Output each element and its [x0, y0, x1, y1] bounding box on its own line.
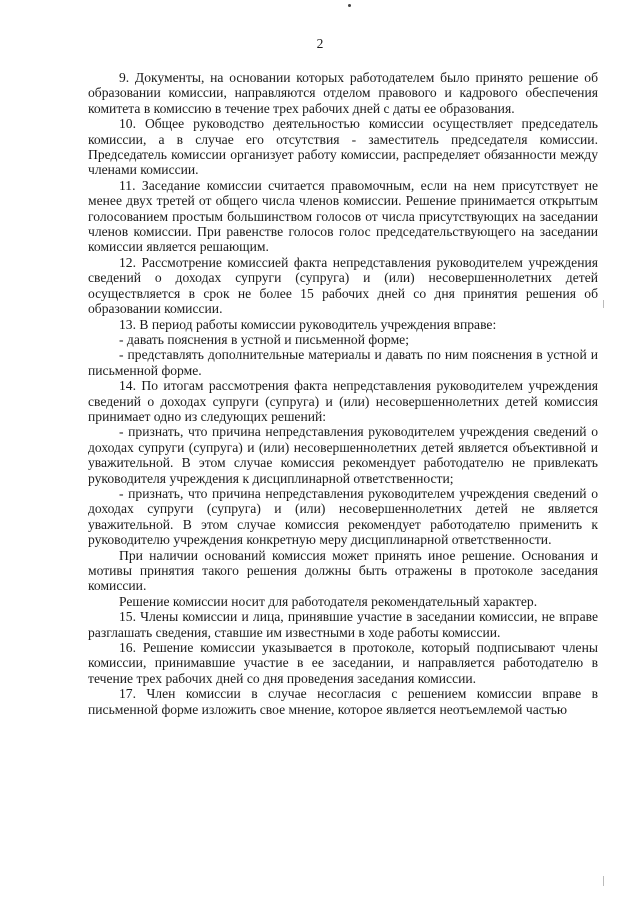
scan-edge-mark [603, 876, 604, 886]
list-item-14-2: - признать, что причина непредставления руководителем учреждения сведений о доходах супруги (супруга) и (или) несовершеннолетних детей не является уважительной. В этом случае комиссия рекомендует работодателю применить к руководителю учреждения конкретную меру дисциплинарной ответственности. [88, 485, 598, 548]
paragraph-13: 13. В период работы комиссии руководитель учреждения вправе: [119, 316, 497, 332]
list-item-13-1: - давать пояснения в устной и письменной форме; [119, 331, 409, 347]
paragraph-14-advisory: Решение комиссии носит для работодателя рекомендательный характер. [119, 593, 538, 609]
paragraph-16: 16. Решение комиссии указывается в протоколе, который подписывают члены комиссии, принимавшие участие в ее заседании, и направляется работодателю в течение трех рабочих дней со дня проведения заседания комиссии. [88, 640, 598, 686]
scan-speck [348, 4, 351, 7]
paragraph-9: 9. Документы, на основании которых работодателем было принято решение об образовании комиссии, направляются отделом правового и кадрового обеспечения комитета в комиссию в течение трех рабочих дней с даты ее образования. [88, 70, 598, 116]
paragraph-10: 10. Общее руководство деятельностью комиссии осуществляет председатель комиссии, а в случае его отсутствия - заместитель председателя комиссии. Председатель комиссии организует работу комиссии, распределяет обязанности между членами комиссии. [88, 116, 598, 178]
page-number: 2 [316, 36, 324, 51]
paragraph-14-other-decision: При наличии оснований комиссия может принять иное решение. Основания и мотивы принятия такого решения должны быть отражены в протоколе заседания комиссии. [88, 547, 598, 594]
list-item-13-2: - представлять дополнительные материалы и давать по ним пояснения в устной и письменной форме. [88, 347, 598, 378]
paragraph-14: 14. По итогам рассмотрения факта непредставления руководителем учреждения сведений о доходах супруги (супруга) и (или) несовершеннолетних детей комиссия принимает одно из следующих решений: [88, 378, 598, 424]
document-body [88, 70, 598, 717]
paragraph-11: 11. Заседание комиссии считается правомочным, если на нем присутствует не менее двух третей от общего числа членов комиссии. Решение принимается открытым голосованием простым большинством голосов от числа присутствующих на заседании членов комиссии. При равенстве голосов голос председательствующего на заседании комиссии является решающим. [88, 177, 598, 255]
scan-edge-mark [603, 300, 604, 308]
paragraph-12: 12. Рассмотрение комиссией факта непредставления руководителем учреждения сведений о доходах супруги (супруга) и (или) несовершеннолетних детей осуществляется в срок не более 15 рабочих дней со дня принятия решения об образовании комиссии. [88, 254, 598, 317]
list-item-14-1: - признать, что причина непредставления руководителем учреждения сведений о доходах супруги (супруга) и (или) несовершеннолетних детей является объективной и уважительной. В этом случае комиссия рекомендует работодателю не привлекать руководителя учреждения к дисциплинарной ответственности; [88, 424, 598, 486]
paragraph-17: 17. Член комиссии в случае несогласия с решением комиссии вправе в письменной форме изложить свое мнение, которое является неотъемлемой частью [88, 686, 598, 717]
paragraph-15: 15. Члены комиссии и лица, принявшие участие в заседании комиссии, не вправе разглашать сведения, ставшие им известными в ходе работы комиссии. [88, 609, 598, 640]
